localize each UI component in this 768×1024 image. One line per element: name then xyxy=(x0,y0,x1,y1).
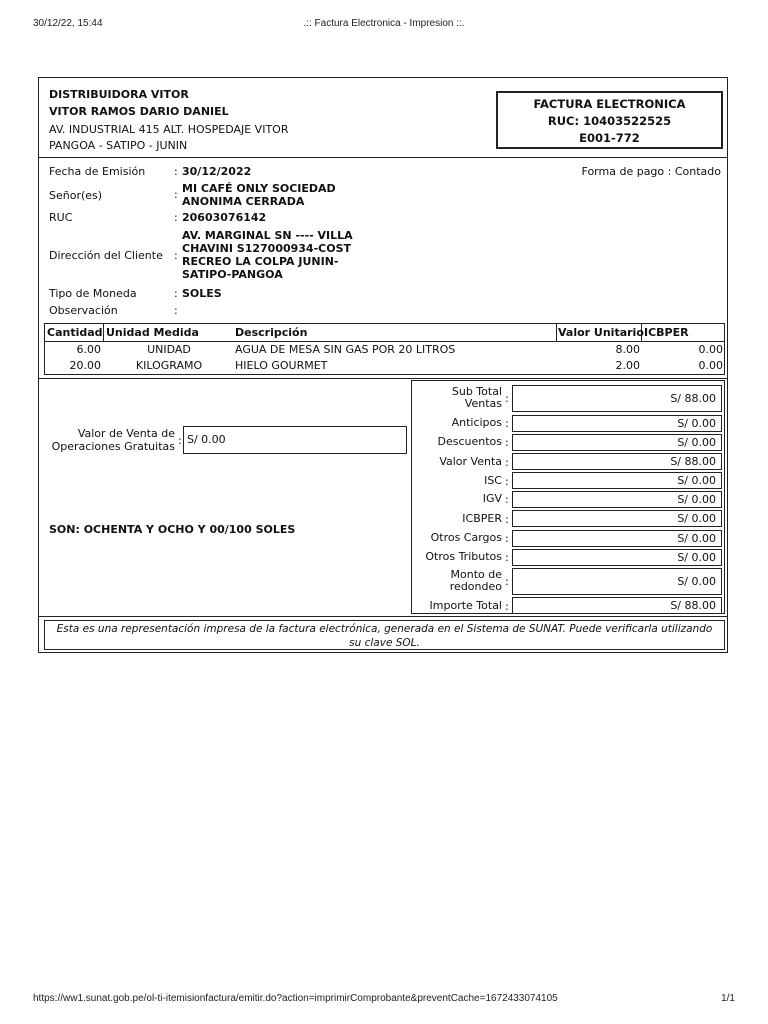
sunat-note: Esta es una representación impresa de la factura electrónica, generada en el Sistema de SUNAT. Puede verificarla utilizando su clave SOL. xyxy=(44,620,725,650)
subtotal-label-line2: Ventas xyxy=(464,397,502,410)
amount-in-words: SON: OCHENTA Y OCHO Y 00/100 SOLES xyxy=(49,523,296,536)
col-sep xyxy=(556,324,557,341)
ruc-label: RUC xyxy=(49,211,73,224)
subtotal-label xyxy=(412,386,502,410)
descuentos-label: Descuentos xyxy=(437,435,502,448)
row1-valor: 8.00 xyxy=(615,343,640,356)
otros-tributos-colon: : xyxy=(505,551,509,564)
row1-unidad: UNIDAD xyxy=(147,343,191,356)
moneda-value: SOLES xyxy=(182,287,222,300)
forma-pago: Forma de pago : Contado xyxy=(581,165,721,178)
importe-total-colon: : xyxy=(505,600,509,613)
items-table xyxy=(44,323,725,375)
isc-value: S/ 0.00 xyxy=(512,472,722,489)
otros-cargos-label: Otros Cargos xyxy=(430,531,502,544)
th-valor-unitario: Valor Unitario xyxy=(558,326,644,339)
th-cantidad: Cantidad xyxy=(47,326,103,339)
subtotal-label-line1: Sub Total xyxy=(451,385,502,398)
print-url: https://ww1.sunat.gob.pe/ol-ti-itemisionfactura/emitir.do?action=imprimirComprobante&preventCache=1672433074105 xyxy=(33,993,558,1004)
redondeo-label xyxy=(412,569,502,593)
redondeo-value: S/ 0.00 xyxy=(512,568,722,595)
isc-label: ISC xyxy=(484,474,502,487)
fecha-label: Fecha de Emisión xyxy=(49,165,146,178)
igv-value: S/ 0.00 xyxy=(512,491,722,508)
senor-line2: ANONIMA CERRADA xyxy=(182,195,305,208)
ruc-colon: : xyxy=(174,211,178,224)
icbper-total-value: S/ 0.00 xyxy=(512,510,722,527)
subtotal-colon: : xyxy=(505,392,509,405)
items-divider xyxy=(39,378,727,379)
senor-label: Señor(es) xyxy=(49,189,103,202)
redondeo-label-line1: Monto de xyxy=(450,568,502,581)
isc-colon: : xyxy=(505,475,509,488)
senor-line1: MI CAFÉ ONLY SOCIEDAD xyxy=(182,182,336,195)
print-header xyxy=(33,18,735,32)
icbper-label: ICBPER xyxy=(462,512,502,525)
print-datetime: 30/12/22, 15:44 xyxy=(33,18,103,29)
gratuitas-colon: : xyxy=(178,434,182,447)
importe-total-value: S/ 88.00 xyxy=(512,597,722,614)
row1-icbper: 0.00 xyxy=(698,343,723,356)
invoice xyxy=(38,77,728,653)
th-unidad: Unidad Medida xyxy=(106,326,199,339)
direccion-line3: RECREO LA COLPA JUNIN- xyxy=(182,255,339,268)
otros-tributos-label: Otros Tributos xyxy=(425,550,502,563)
valor-venta-label: Valor Venta xyxy=(439,455,502,468)
direccion-line4: SATIPO-PANGOA xyxy=(182,268,283,281)
document-box xyxy=(496,91,723,149)
print-footer xyxy=(33,993,735,1007)
print-title: .:: Factura Electronica - Impresion ::. xyxy=(303,18,465,29)
row1-descripcion: AGUA DE MESA SIN GAS POR 20 LITROS xyxy=(235,343,456,356)
gratuitas-label-line1: Valor de Venta de xyxy=(77,427,175,440)
totals-panel xyxy=(411,380,725,614)
fecha-value: 30/12/2022 xyxy=(182,165,252,178)
redondeo-colon: : xyxy=(505,575,509,588)
row2-icbper: 0.00 xyxy=(698,359,723,372)
fecha-colon: : xyxy=(174,165,178,178)
valor-venta-value: S/ 88.00 xyxy=(512,453,722,470)
igv-label: IGV xyxy=(482,492,502,505)
anticipos-value: S/ 0.00 xyxy=(512,415,722,432)
subtotal-value: S/ 88.00 xyxy=(512,385,722,412)
redondeo-label-line2: redondeo xyxy=(449,580,502,593)
direccion-line1: AV. MARGINAL SN ---- VILLA xyxy=(182,229,353,242)
descuentos-value: S/ 0.00 xyxy=(512,434,722,451)
anticipos-label: Anticipos xyxy=(451,416,502,429)
th-descripcion: Descripción xyxy=(235,326,308,339)
row2-valor: 2.00 xyxy=(615,359,640,372)
document-ruc: RUC: 10403522525 xyxy=(547,114,672,128)
gratuitas-label-line2: Operaciones Gratuitas xyxy=(51,440,175,453)
otros-tributos-value: S/ 0.00 xyxy=(512,549,722,566)
anticipos-colon: : xyxy=(505,417,509,430)
issuer-location: PANGOA - SATIPO - JUNIN xyxy=(49,139,188,152)
direccion-label: Dirección del Cliente xyxy=(49,249,163,262)
gratuitas-label xyxy=(49,427,175,453)
row2-cantidad: 20.00 xyxy=(69,359,101,372)
document-type: FACTURA ELECTRONICA xyxy=(533,97,686,111)
direccion-line2: CHAVINI S127000934-COST xyxy=(182,242,352,255)
igv-colon: : xyxy=(505,493,509,506)
senor-colon: : xyxy=(174,188,178,201)
observacion-colon: : xyxy=(174,304,178,317)
issuer-name: DISTRIBUIDORA VITOR xyxy=(49,88,189,101)
icbper-colon: : xyxy=(505,513,509,526)
observacion-label: Observación xyxy=(49,304,118,317)
valor-venta-colon: : xyxy=(505,456,509,469)
th-icbper: ICBPER xyxy=(644,326,689,339)
moneda-colon: : xyxy=(174,287,178,300)
ruc-value: 20603076142 xyxy=(182,211,267,224)
otros-cargos-value: S/ 0.00 xyxy=(512,530,722,547)
header-divider xyxy=(39,157,727,158)
document-number: E001-772 xyxy=(579,131,640,145)
row2-unidad: KILOGRAMO xyxy=(135,359,203,372)
col-sep xyxy=(103,324,104,341)
gratuitas-value: S/ 0.00 xyxy=(183,426,407,454)
moneda-label: Tipo de Moneda xyxy=(49,287,137,300)
row1-cantidad: 6.00 xyxy=(76,343,101,356)
direccion-colon: : xyxy=(174,249,178,262)
otros-cargos-colon: : xyxy=(505,532,509,545)
row2-descripcion: HIELO GOURMET xyxy=(235,359,328,372)
print-page-number: 1/1 xyxy=(721,993,735,1004)
importe-total-label: Importe Total xyxy=(429,599,502,612)
descuentos-colon: : xyxy=(505,436,509,449)
issuer-address: AV. INDUSTRIAL 415 ALT. HOSPEDAJE VITOR xyxy=(49,123,289,136)
issuer-owner: VITOR RAMOS DARIO DANIEL xyxy=(49,105,229,118)
footer-divider xyxy=(39,616,727,617)
